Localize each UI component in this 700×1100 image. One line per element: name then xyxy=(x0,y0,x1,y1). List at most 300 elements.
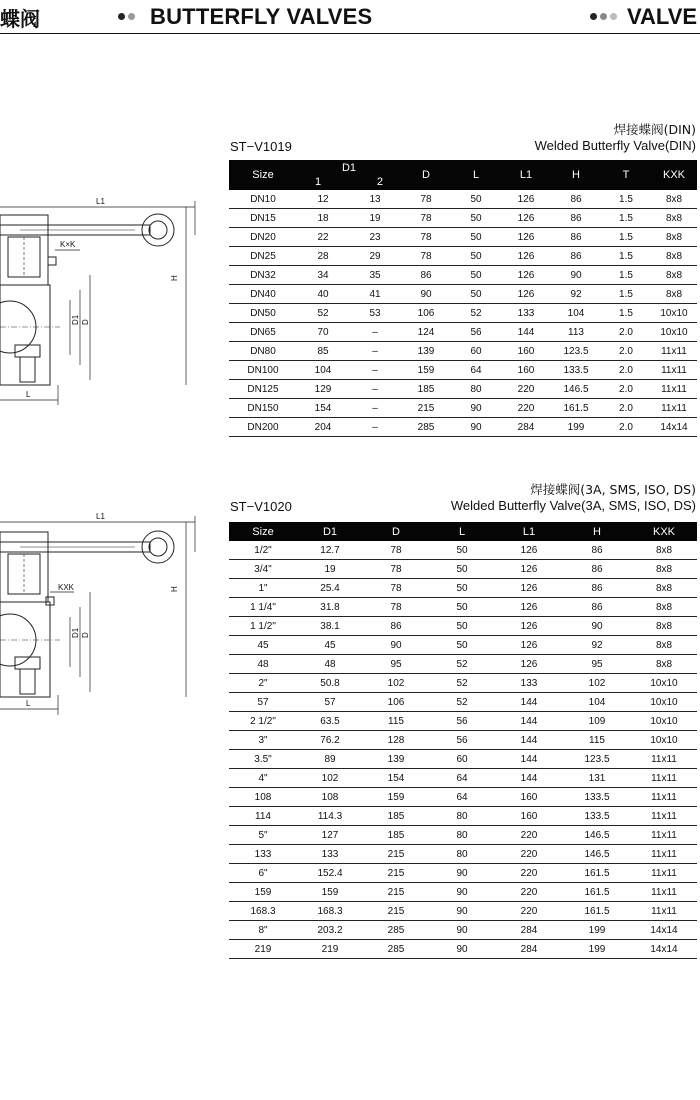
table-row xyxy=(229,190,697,209)
table-cell: 18 xyxy=(297,209,349,228)
table-cell: 161.5 xyxy=(563,902,631,921)
table-cell: 284 xyxy=(495,921,563,940)
col-l1: L1 xyxy=(501,160,551,190)
table-cell: 86 xyxy=(551,190,601,209)
table-cell: 56 xyxy=(429,731,495,750)
table-cell: 2.0 xyxy=(601,380,651,399)
table-cell: 8x8 xyxy=(631,541,697,560)
table-cell: 1 1/4" xyxy=(229,598,297,617)
table-cell: 11x11 xyxy=(631,902,697,921)
table-row xyxy=(229,617,697,636)
table-cell: 285 xyxy=(363,921,429,940)
table-cell: 63.5 xyxy=(297,712,363,731)
table-cell: 19 xyxy=(349,209,401,228)
valve-drawing-1 xyxy=(0,195,200,410)
table-cell: 159 xyxy=(363,788,429,807)
table-row xyxy=(229,560,697,579)
table-cell: 1.5 xyxy=(601,304,651,323)
table-cell: 220 xyxy=(495,883,563,902)
table-cell: 2 1/2" xyxy=(229,712,297,731)
table-cell: 126 xyxy=(501,247,551,266)
table-cell: 48 xyxy=(229,655,297,674)
table-cell: 215 xyxy=(363,902,429,921)
table-cell: 11x11 xyxy=(651,342,697,361)
table-cell: 220 xyxy=(495,902,563,921)
table-cell: 86 xyxy=(551,209,601,228)
table-cell: 146.5 xyxy=(563,845,631,864)
table-row xyxy=(229,228,697,247)
table-cell: 220 xyxy=(501,380,551,399)
table-cell: 160 xyxy=(501,342,551,361)
table-row xyxy=(229,285,697,304)
page-header xyxy=(0,0,700,34)
table-cell: 78 xyxy=(363,560,429,579)
table-cell: 78 xyxy=(363,541,429,560)
table-cell: 78 xyxy=(401,209,451,228)
valve-drawing-2 xyxy=(0,512,200,717)
table-cell: 133.5 xyxy=(551,361,601,380)
table-row xyxy=(229,864,697,883)
table-cell: 8x8 xyxy=(651,247,697,266)
table-cell: 8x8 xyxy=(631,655,697,674)
table-cell: 106 xyxy=(363,693,429,712)
label-d1: D1 xyxy=(71,627,80,638)
col-size: Size xyxy=(229,160,297,190)
table-cell: 126 xyxy=(501,228,551,247)
label-h: H xyxy=(170,586,179,592)
table-cell: 160 xyxy=(495,807,563,826)
table-cell: 10x10 xyxy=(631,712,697,731)
dot-icon xyxy=(600,13,607,20)
table-cell: 11x11 xyxy=(631,864,697,883)
table-cell: 11x11 xyxy=(631,769,697,788)
table-cell: 29 xyxy=(349,247,401,266)
table-row xyxy=(229,541,697,560)
caption-cn: 焊接蝶阀(3A, SMS, ISO, DS) xyxy=(530,482,696,497)
table-cell: 1 1/2" xyxy=(229,617,297,636)
table-cell: 104 xyxy=(563,693,631,712)
table-cell: 11x11 xyxy=(631,883,697,902)
table-cell: 78 xyxy=(363,579,429,598)
table-header-row xyxy=(229,522,697,541)
table-row xyxy=(229,418,697,437)
table-cell: DN20 xyxy=(229,228,297,247)
page-title: BUTTERFLY VALVES xyxy=(150,4,373,29)
table-cell: 80 xyxy=(429,845,495,864)
table-cell: – xyxy=(349,380,401,399)
table-cell: 86 xyxy=(551,228,601,247)
table-cell: 124 xyxy=(401,323,451,342)
table-cell: 8x8 xyxy=(631,636,697,655)
table-cell: 50 xyxy=(451,285,501,304)
table-cell: 133 xyxy=(229,845,297,864)
label-l1: L1 xyxy=(96,512,105,521)
table-cell: 10x10 xyxy=(631,674,697,693)
table-cell: 50 xyxy=(451,247,501,266)
table-cell: 185 xyxy=(401,380,451,399)
table-cell: 12.7 xyxy=(297,541,363,560)
table-cell: 34 xyxy=(297,266,349,285)
table-cell: 129 xyxy=(297,380,349,399)
table-cell: 126 xyxy=(501,209,551,228)
table-cell: 126 xyxy=(495,560,563,579)
table-cell: 50 xyxy=(429,579,495,598)
table-cell: 133 xyxy=(495,674,563,693)
table-cell: 14x14 xyxy=(631,940,697,959)
table-cell: 11x11 xyxy=(631,750,697,769)
table-cell: 144 xyxy=(495,693,563,712)
table-cell: 215 xyxy=(401,399,451,418)
table-cell: 23 xyxy=(349,228,401,247)
spec-table-din xyxy=(229,160,697,437)
table-row xyxy=(229,826,697,845)
table-cell: 146.5 xyxy=(551,380,601,399)
section-label: VALVE xyxy=(627,4,698,29)
table-cell: 146.5 xyxy=(563,826,631,845)
table-cell: 48 xyxy=(297,655,363,674)
table-cell: DN25 xyxy=(229,247,297,266)
table-cell: 50 xyxy=(451,228,501,247)
table-row xyxy=(229,579,697,598)
table-cell: 19 xyxy=(297,560,363,579)
table-cell: 1.5 xyxy=(601,266,651,285)
table-cell: 11x11 xyxy=(631,845,697,864)
table-cell: 161.5 xyxy=(563,883,631,902)
table-cell: 80 xyxy=(451,380,501,399)
table-cell: 1.5 xyxy=(601,209,651,228)
table-row xyxy=(229,902,697,921)
table-cell: 219 xyxy=(297,940,363,959)
table-cell: 64 xyxy=(451,361,501,380)
table-cell: 108 xyxy=(297,788,363,807)
table-cell: 152.4 xyxy=(297,864,363,883)
table-cell: 86 xyxy=(563,541,631,560)
table-cell: 144 xyxy=(495,769,563,788)
table-cell: 8x8 xyxy=(651,285,697,304)
table-cell: 90 xyxy=(563,617,631,636)
table-cell: 86 xyxy=(401,266,451,285)
label-l: L xyxy=(26,699,31,708)
table-cell: 2.0 xyxy=(601,361,651,380)
table-row xyxy=(229,807,697,826)
dot-icon xyxy=(128,13,135,20)
table-cell: 52 xyxy=(429,655,495,674)
table-cell: 90 xyxy=(551,266,601,285)
table-cell: 78 xyxy=(401,190,451,209)
table-cell: 57 xyxy=(297,693,363,712)
table-cell: 95 xyxy=(363,655,429,674)
table-cell: 1.5 xyxy=(601,285,651,304)
table-cell: 25.4 xyxy=(297,579,363,598)
table-cell: 159 xyxy=(297,883,363,902)
table-cell: 113 xyxy=(551,323,601,342)
table-cell: 52 xyxy=(451,304,501,323)
table-body xyxy=(229,190,697,437)
table-cell: 285 xyxy=(401,418,451,437)
table-cell: 144 xyxy=(501,323,551,342)
table-cell: 31.8 xyxy=(297,598,363,617)
table-cell: – xyxy=(349,342,401,361)
table-cell: 159 xyxy=(229,883,297,902)
col-t: T xyxy=(601,160,651,190)
table-cell: 40 xyxy=(297,285,349,304)
dot-icon xyxy=(590,13,597,20)
table-cell: 89 xyxy=(297,750,363,769)
table-cell: 203.2 xyxy=(297,921,363,940)
table-cell: 133.5 xyxy=(563,788,631,807)
table-cell: 8x8 xyxy=(651,209,697,228)
table-cell: 161.5 xyxy=(563,864,631,883)
table-cell: 60 xyxy=(429,750,495,769)
label-d: D xyxy=(81,319,90,325)
table-cell: 8x8 xyxy=(631,598,697,617)
table-cell: 35 xyxy=(349,266,401,285)
table-cell: 60 xyxy=(451,342,501,361)
table-cell: 215 xyxy=(363,845,429,864)
table-cell: 220 xyxy=(495,845,563,864)
table-row xyxy=(229,598,697,617)
table-cell: 160 xyxy=(495,788,563,807)
table-cell: 14x14 xyxy=(631,921,697,940)
table-cell: 3.5" xyxy=(229,750,297,769)
table-cell: 56 xyxy=(451,323,501,342)
table-cell: 50 xyxy=(451,209,501,228)
table-cell: 50 xyxy=(451,266,501,285)
table-cell: 76.2 xyxy=(297,731,363,750)
table-row xyxy=(229,940,697,959)
col-l1: L1 xyxy=(495,522,563,541)
col-kxk: KXK xyxy=(651,160,697,190)
table-cell: 14x14 xyxy=(651,418,697,437)
table-cell: 45 xyxy=(229,636,297,655)
table-cell: 52 xyxy=(429,674,495,693)
table-cell: 1.5 xyxy=(601,228,651,247)
table-cell: 28 xyxy=(297,247,349,266)
table-cell: 284 xyxy=(501,418,551,437)
col-d: D xyxy=(401,160,451,190)
table-cell: 11x11 xyxy=(631,807,697,826)
model-number: ST−V1019 xyxy=(230,139,292,154)
table-cell: 50 xyxy=(429,598,495,617)
model-number: ST−V1020 xyxy=(230,499,292,514)
table-cell: 52 xyxy=(429,693,495,712)
table-cell: DN80 xyxy=(229,342,297,361)
section-caption xyxy=(535,122,696,154)
table-cell: 126 xyxy=(495,541,563,560)
bullet-dots-icon xyxy=(590,13,620,21)
table-row xyxy=(229,655,697,674)
table-cell: DN10 xyxy=(229,190,297,209)
table-cell: 64 xyxy=(429,788,495,807)
table-cell: 219 xyxy=(229,940,297,959)
col-h: H xyxy=(551,160,601,190)
caption-en: Welded Butterfly Valve(DIN) xyxy=(534,138,696,153)
table-cell: 57 xyxy=(229,693,297,712)
table-cell: 139 xyxy=(401,342,451,361)
table-cell: 144 xyxy=(495,750,563,769)
table-row xyxy=(229,712,697,731)
table-cell: 45 xyxy=(297,636,363,655)
spec-table-3a-sms xyxy=(229,522,697,959)
table-cell: 154 xyxy=(363,769,429,788)
table-cell: 8x8 xyxy=(651,190,697,209)
table-row xyxy=(229,361,697,380)
table-cell: 8" xyxy=(229,921,297,940)
table-row xyxy=(229,323,697,342)
col-d1: D1 xyxy=(297,522,363,541)
table-row xyxy=(229,304,697,323)
table-cell: 154 xyxy=(297,399,349,418)
table-cell: 90 xyxy=(429,902,495,921)
table-row xyxy=(229,674,697,693)
table-cell: 11x11 xyxy=(631,788,697,807)
col-l: L xyxy=(429,522,495,541)
label-d: D xyxy=(81,632,90,638)
table-cell: DN65 xyxy=(229,323,297,342)
table-cell: 102 xyxy=(563,674,631,693)
bullet-dots-icon xyxy=(118,13,138,21)
table-cell: 126 xyxy=(495,598,563,617)
col-d1-sub1: 1 xyxy=(315,176,322,188)
table-cell: 215 xyxy=(363,864,429,883)
table-row xyxy=(229,693,697,712)
table-cell: 86 xyxy=(363,617,429,636)
table-cell: 199 xyxy=(551,418,601,437)
table-cell: DN32 xyxy=(229,266,297,285)
table-row xyxy=(229,845,697,864)
table-row xyxy=(229,921,697,940)
table-cell: 90 xyxy=(363,636,429,655)
table-cell: 1/2" xyxy=(229,541,297,560)
label-h: H xyxy=(170,275,179,281)
table-cell: 86 xyxy=(551,247,601,266)
table-cell: 102 xyxy=(297,769,363,788)
table-cell: 123.5 xyxy=(563,750,631,769)
table-cell: 92 xyxy=(551,285,601,304)
table-cell: 90 xyxy=(429,940,495,959)
caption-cn: 焊接蝶阀(DIN) xyxy=(613,122,696,137)
table-cell: 144 xyxy=(495,731,563,750)
table-row xyxy=(229,769,697,788)
table-cell: 8x8 xyxy=(651,266,697,285)
table-cell: 8x8 xyxy=(631,560,697,579)
table-cell: 56 xyxy=(429,712,495,731)
table-row xyxy=(229,788,697,807)
table-cell: DN100 xyxy=(229,361,297,380)
table-cell: 50 xyxy=(429,636,495,655)
table-cell: 90 xyxy=(429,921,495,940)
table-cell: 106 xyxy=(401,304,451,323)
table-cell: 1.5 xyxy=(601,190,651,209)
table-cell: 8x8 xyxy=(631,579,697,598)
table-cell: 126 xyxy=(501,190,551,209)
table-cell: 2.0 xyxy=(601,342,651,361)
table-row xyxy=(229,636,697,655)
table-cell: 204 xyxy=(297,418,349,437)
table-cell: 133.5 xyxy=(563,807,631,826)
label-kxk: KXK xyxy=(58,583,75,592)
table-cell: 11x11 xyxy=(651,361,697,380)
table-cell: 133 xyxy=(501,304,551,323)
table-cell: DN15 xyxy=(229,209,297,228)
table-header-row xyxy=(229,160,697,190)
table-cell: 2" xyxy=(229,674,297,693)
table-cell: 86 xyxy=(563,579,631,598)
table-cell: 92 xyxy=(563,636,631,655)
table-cell: 114 xyxy=(229,807,297,826)
table-cell: 8x8 xyxy=(651,228,697,247)
col-d: D xyxy=(363,522,429,541)
table-cell: – xyxy=(349,418,401,437)
table-cell: 185 xyxy=(363,807,429,826)
table-cell: 80 xyxy=(429,826,495,845)
table-row xyxy=(229,209,697,228)
table-row xyxy=(229,247,697,266)
table-cell: 104 xyxy=(297,361,349,380)
table-cell: 90 xyxy=(401,285,451,304)
col-l: L xyxy=(451,160,501,190)
table-cell: 64 xyxy=(429,769,495,788)
table-cell: 11x11 xyxy=(651,399,697,418)
table-cell: 85 xyxy=(297,342,349,361)
table-cell: 22 xyxy=(297,228,349,247)
table-cell: 108 xyxy=(229,788,297,807)
header-rule xyxy=(0,33,700,34)
table-row xyxy=(229,399,697,418)
table-cell: 284 xyxy=(495,940,563,959)
table-cell: 38.1 xyxy=(297,617,363,636)
table-cell: 10x10 xyxy=(631,693,697,712)
table-row xyxy=(229,266,697,285)
table-cell: 4" xyxy=(229,769,297,788)
table-cell: 50 xyxy=(429,560,495,579)
table-cell: 78 xyxy=(401,247,451,266)
section-caption xyxy=(451,482,696,514)
table-cell: 160 xyxy=(501,361,551,380)
table-cell: 90 xyxy=(429,883,495,902)
table-cell: 78 xyxy=(401,228,451,247)
table-cell: 131 xyxy=(563,769,631,788)
table-cell: – xyxy=(349,323,401,342)
table-cell: 102 xyxy=(363,674,429,693)
table-cell: 144 xyxy=(495,712,563,731)
table-cell: 90 xyxy=(451,418,501,437)
table-cell: 50 xyxy=(429,541,495,560)
table-cell: 133 xyxy=(297,845,363,864)
table-cell: 13 xyxy=(349,190,401,209)
table-cell: – xyxy=(349,361,401,380)
table-cell: 1" xyxy=(229,579,297,598)
dot-icon xyxy=(610,13,617,20)
table-cell: 10x10 xyxy=(651,323,697,342)
table-cell: 80 xyxy=(429,807,495,826)
table-cell: 109 xyxy=(563,712,631,731)
table-cell: 168.3 xyxy=(297,902,363,921)
table-cell: 52 xyxy=(297,304,349,323)
table-cell: 6" xyxy=(229,864,297,883)
label-l1: L1 xyxy=(96,197,105,206)
table-cell: 1.5 xyxy=(601,247,651,266)
table-cell: 115 xyxy=(563,731,631,750)
col-d1-sub2: 2 xyxy=(376,176,383,188)
dot-icon xyxy=(118,13,125,20)
table-cell: DN150 xyxy=(229,399,297,418)
table-row xyxy=(229,380,697,399)
table-cell: 199 xyxy=(563,940,631,959)
table-cell: 70 xyxy=(297,323,349,342)
table-cell: 285 xyxy=(363,940,429,959)
table-cell: 5" xyxy=(229,826,297,845)
